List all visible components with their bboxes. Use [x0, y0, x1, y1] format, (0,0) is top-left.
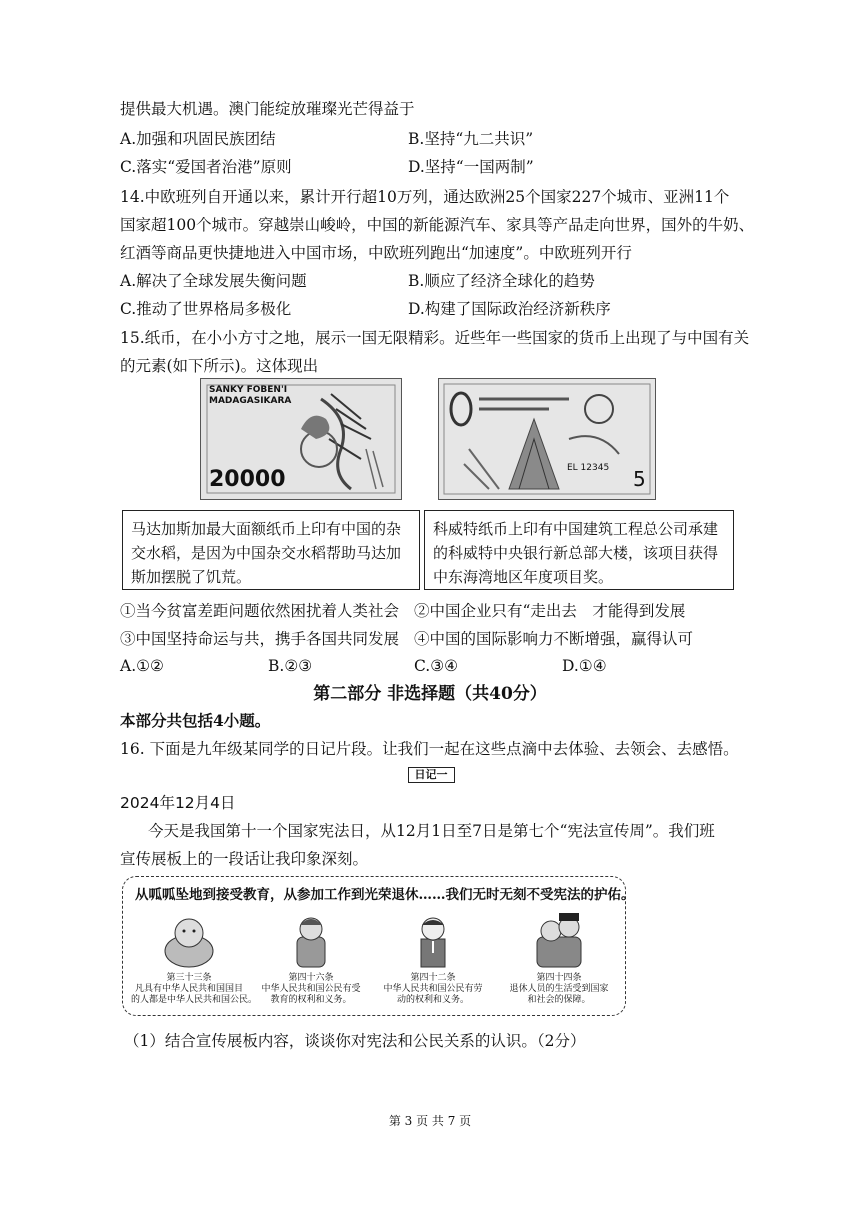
q14-option-b: B.顺应了经济全球化的趋势 — [408, 272, 595, 290]
q14-stem-line3: 红酒等商品更快捷地进入中国市场，中欧班列跑出“加速度”。中欧班列开行 — [120, 244, 632, 262]
diary-date: 2024年12月4日 — [120, 794, 236, 812]
poster-title: 从呱呱坠地到接受教育，从参加工作到光荣退休……我们无时无刻不受宪法的护佑。 — [135, 887, 635, 903]
q15-statement-1: ①当今贫富差距问题依然困扰着人类社会 — [120, 602, 400, 620]
figure-caption-4a: 退休人员的生活受到国家 — [509, 984, 609, 994]
page-footer: 第 3 页 共 7 页 — [388, 1114, 472, 1128]
q15-option-c: C.③④ — [414, 657, 459, 675]
figure-caption-3a: 中华人民共和国公民有劳 — [383, 984, 483, 994]
q16-subquestion-1: （1）结合宣传展板内容，谈谈你对宪法和公民关系的认识。（2分） — [124, 1032, 586, 1050]
poster-figure-retirement — [501, 911, 617, 1006]
student-illustration — [281, 911, 341, 969]
q13-stem-tail: 提供最大机遇。澳门能绽放璀璨光芒得益于 — [120, 100, 415, 118]
q14-stem-line2: 国家超100个城市。穿越崇山峻岭，中国的新能源汽车、家具等产品走向世界，国外的牛奶、 — [120, 216, 755, 234]
kuwait-note-description: 科威特纸币上印有中国建筑工程总公司承建的科威特中央银行新总部大楼，该项目获得中东海湾地区年度项目奖。 — [424, 510, 734, 590]
q14-option-a: A.解决了全球发展失衡问题 — [120, 272, 307, 290]
q14-stem-line1: 14.中欧班列自开通以来，累计开行超10万列，通达欧洲25个国家227个城市、亚洲11个 — [120, 188, 730, 206]
figure-caption-2a: 中华人民共和国公民有受 — [261, 984, 361, 994]
poster-figure-birth — [131, 911, 258, 1006]
figure-caption-2b: 教育的权利和义务。 — [270, 995, 352, 1005]
diary-paragraph-line2: 宣传展板上的一段话让我印象深刻。 — [120, 850, 369, 868]
q14-option-d: D.构建了国际政治经济新秩序 — [408, 300, 611, 318]
figure-article-4: 第四十四条 — [536, 973, 582, 983]
q13-option-b: B.坚持“九二共识” — [408, 130, 534, 148]
diary-paragraph-line1: 今天是我国第十一个国家宪法日，从12月1日至7日是第七个“宪法宣传周”。我们班 — [148, 822, 715, 840]
madagascar-banknote-image — [200, 378, 402, 500]
baby-illustration — [159, 911, 219, 969]
q13-option-c: C.落实“爱国者治港”原则 — [120, 158, 292, 176]
q15-option-a: A.①② — [120, 657, 164, 675]
q15-stem-line1: 15.纸币，在小小方寸之地，展示一国无限精彩。近些年一些国家的货币上出现了与中国有关 — [120, 329, 750, 347]
q15-stem-line2: 的元素(如下所示)。这体现出 — [120, 357, 319, 375]
poster-figure-education — [253, 911, 369, 1006]
figure-caption-4b: 和社会的保障。 — [527, 995, 591, 1005]
kuwait-banknote-serial: EL 12345 — [567, 463, 610, 473]
retiree-illustration — [529, 911, 589, 969]
constitution-poster — [122, 876, 635, 1016]
q15-statement-4: ④中国的国际影响力不断增强，赢得认可 — [414, 630, 694, 648]
part2-title: 第二部分 非选择题（共40分） — [313, 684, 547, 704]
q15-statement-3: ③中国坚持命运与共，携手各国共同发展 — [120, 630, 400, 648]
q14-option-c: C.推动了世界格局多极化 — [120, 300, 292, 318]
madagascar-banknote-value: 20000 — [209, 467, 286, 492]
figure-article-3: 第四十二条 — [410, 973, 456, 983]
q15-option-d: D.①④ — [562, 657, 607, 675]
poster-figure-work — [375, 911, 491, 1006]
part2-intro: 本部分共包括4小题。 — [120, 711, 271, 730]
worker-illustration — [403, 911, 463, 969]
q13-option-d: D.坚持“一国两制” — [408, 158, 534, 176]
diary-tag-label: 日记一 — [408, 767, 455, 783]
figure-caption-1a: 凡具有中华人民共和国国目 — [134, 984, 243, 994]
kuwait-banknote-value: 5 — [633, 467, 646, 491]
madagascar-banknote-text: SANKY FOBEN'I MADAGASIKARA — [209, 385, 292, 406]
figure-caption-1b: 的人都是中华人民共和国公民。 — [131, 995, 258, 1005]
kuwait-banknote-image — [438, 378, 656, 500]
diary-tag — [396, 766, 466, 784]
madagascar-note-description: 马达加斯加最大面额纸币上印有中国的杂交水稻，是因为中国杂交水稻帮助马达加斯加摆脱了饥荒。 — [122, 510, 420, 590]
q15-option-b: B.②③ — [268, 657, 313, 675]
q16-stem: 16. 下面是九年级某同学的日记片段。让我们一起在这些点滴中去体验、去领会、去感悟。 — [120, 740, 739, 758]
figure-article-2: 第四十六条 — [288, 973, 334, 983]
q15-statement-2: ②中国企业只有“走出去 才能得到发展 — [414, 602, 686, 620]
kuwait-banknote-art — [439, 379, 655, 499]
q13-option-a: A.加强和巩固民族团结 — [120, 130, 276, 148]
figure-caption-3b: 动的权利和义务。 — [396, 995, 469, 1005]
figure-article-1: 第三十三条 — [166, 973, 212, 983]
